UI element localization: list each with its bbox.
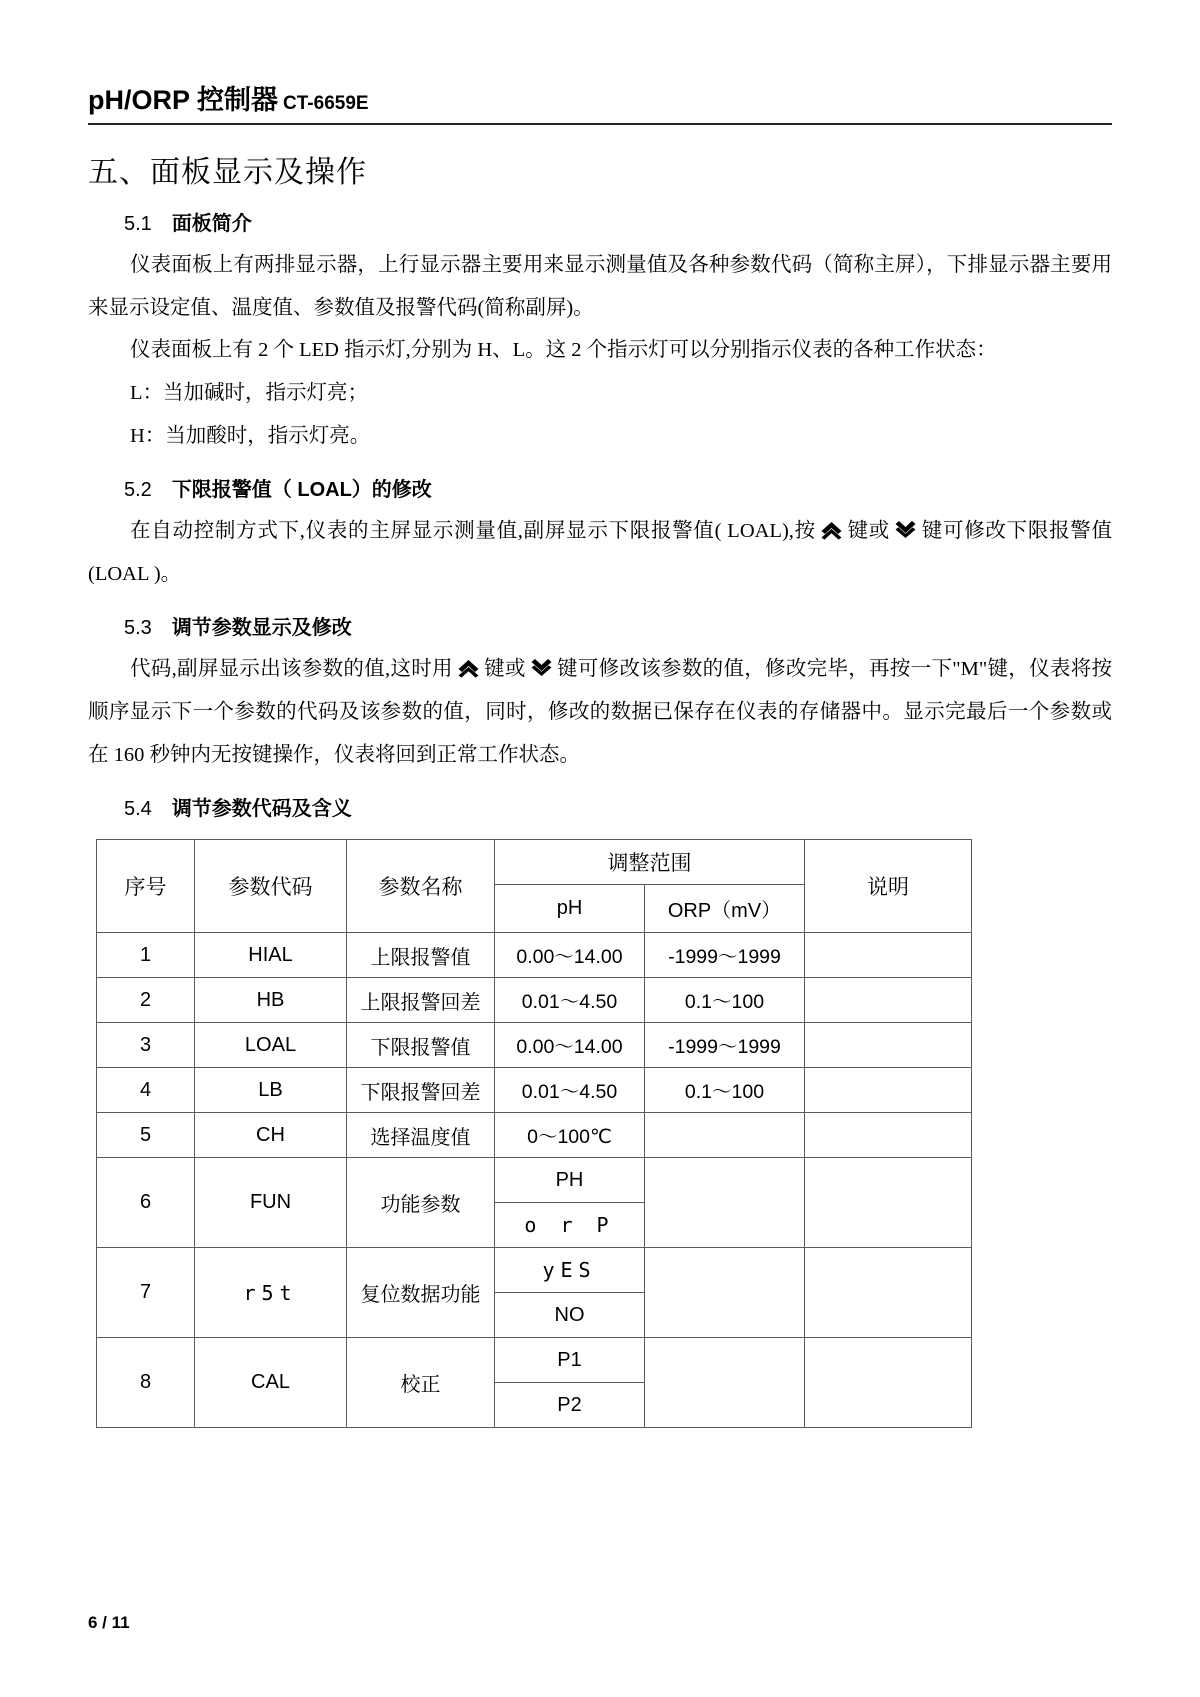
cell-name: 复位数据功能 [347,1248,495,1338]
chevron-up-key-icon [819,520,844,540]
cell-code: HIAL [195,933,347,978]
cell-no: 8 [97,1338,195,1428]
cell-no: 1 [97,933,195,978]
header-model: CT-6659E [283,93,369,114]
cell-code: LOAL [195,1023,347,1068]
cell-no: 6 [97,1158,195,1248]
cell-ph: 0～100℃ [495,1113,645,1158]
cell-ph-option-2: P2 [495,1383,645,1428]
section-heading-5-3 [124,611,1112,640]
cell-no: 4 [97,1068,195,1113]
table-row [97,978,972,1023]
section-number-5-3: 5.3 [124,617,152,640]
cell-orp [645,1158,805,1248]
cell-no: 2 [97,978,195,1023]
paragraph-5-3 [88,648,1112,776]
cell-note [805,1338,972,1428]
cell-note [805,978,972,1023]
paragraph-5-1-intro: 仪表面板上有两排显示器，上行显示器主要用来显示测量值及各种参数代码（简称主屏），下排显示器主要用来显示设定值、温度值、参数值及报警代码(简称副屏)。 [88,254,1112,319]
table-header [97,840,972,933]
cell-ph-option-2: NO [495,1293,645,1338]
cell-orp [645,1338,805,1428]
cell-orp: -1999～1999 [645,933,805,978]
paragraph-5-2-part-c: 键可修改下限报警值(LOAL )。 [88,520,1113,585]
th-no: 序号 [97,840,195,933]
cell-orp [645,1248,805,1338]
cell-note [805,1113,972,1158]
section-number-5-1: 5.1 [124,213,152,235]
paragraph-5-2 [88,510,1112,595]
cell-code: FUN [195,1158,347,1248]
section-number-5-4: 5.4 [124,798,152,821]
cell-ph-option-1: yES [495,1248,645,1293]
cell-ph: 0.01～4.50 [495,1068,645,1113]
paragraph-5-1-led-high: H：当加酸时，指示灯亮。 [130,424,371,447]
document-header [88,78,1112,125]
cell-no: 5 [97,1113,195,1158]
th-ph: pH [495,885,645,933]
cell-orp: 0.1～100 [645,1068,805,1113]
chevron-down-key-icon [529,658,554,678]
table-row [97,1068,972,1113]
paragraph-5-1-led [88,329,1112,372]
parameter-table [96,839,972,1428]
table-row [97,933,972,978]
paragraph-5-3-part-b: 键或 [483,658,526,681]
table-row [97,1248,972,1293]
section-heading-5-1 [124,207,1112,236]
cell-note [805,1158,972,1248]
cell-note [805,933,972,978]
cell-ph: 0.00～14.00 [495,1023,645,1068]
paragraph-5-3-part-c: 键可修改该参数的值，修改完毕，再按一下"M"键，仪表将按顺序显示下一个参数的代码及该参数的值，同时，修改的数据已保存在仪表的存储器中。显示完最后一个参数或在 160 秒钟内无按键操作，仪表将回到正常工作状态。 [88,658,1113,766]
table-row [97,1113,972,1158]
chevron-down-key-icon [893,520,918,540]
cell-name: 上限报警值 [347,933,495,978]
cell-name: 选择温度值 [347,1113,495,1158]
cell-ph: 0.01～4.50 [495,978,645,1023]
chevron-up-key-icon [456,658,481,678]
section-heading-5-2 [124,473,1112,502]
cell-code: LB [195,1068,347,1113]
th-name: 参数名称 [347,840,495,933]
section-title-5-1: 面板简介 [171,213,252,235]
paragraph-5-3-part-a: 代码,副屏显示出该参数的值,这时用 [130,658,453,681]
paragraph-5-1-led-part-b: ,分别为 H、L。这 2 个指示灯可以分别指示仪表的各种工作状态： [405,339,997,362]
header-title: pH/ORP 控制器 [88,85,279,115]
cell-note [805,1248,972,1338]
table-row [97,1158,972,1203]
section-number-5-2: 5.2 [124,479,152,502]
cell-orp [645,1113,805,1158]
chapter-title: 五、面板显示及操作 [88,156,367,189]
cell-name: 下限报警值 [347,1023,495,1068]
cell-note [805,1023,972,1068]
table-body [97,933,972,1428]
cell-name: 功能参数 [347,1158,495,1248]
page-number: 6 / 11 [88,1613,130,1632]
cell-code: HB [195,978,347,1023]
section-heading-5-4 [124,792,1112,821]
paragraph-5-2-part-a: 在自动控制方式下,仪表的主屏显示测量值,副屏显示下限报警值( LOAL),按 [130,520,816,543]
cell-orp: -1999～1999 [645,1023,805,1068]
cell-note [805,1068,972,1113]
cell-name: 校正 [347,1338,495,1428]
cell-no: 7 [97,1248,195,1338]
cell-ph-option-1: P1 [495,1338,645,1383]
cell-ph-option-2: o r P [495,1203,645,1248]
section-title-5-2: 下限报警值（ LOAL）的修改 [171,479,432,502]
th-note: 说明 [805,840,972,933]
cell-ph: 0.00～14.00 [495,933,645,978]
section-title-5-3: 调节参数显示及修改 [171,617,352,640]
th-orp: ORP（mV） [645,885,805,933]
th-range-group: 调整范围 [495,840,805,885]
cell-code: CAL [195,1338,347,1428]
paragraph-5-1-led-part-a: 仪表面板上有 2 个 LED 指示灯 [130,339,406,362]
table-row [97,1338,972,1383]
cell-name: 上限报警回差 [347,978,495,1023]
th-code: 参数代码 [195,840,347,933]
cell-orp: 0.1～100 [645,978,805,1023]
cell-no: 3 [97,1023,195,1068]
section-title-5-4: 调节参数代码及含义 [171,798,352,821]
cell-code: r5t [195,1248,347,1338]
paragraph-5-2-part-b: 键或 [846,520,891,543]
paragraph-5-1-led-low: L：当加碱时，指示灯亮； [130,381,369,404]
table-header-row-1 [97,840,972,885]
cell-name: 下限报警回差 [347,1068,495,1113]
cell-code: CH [195,1113,347,1158]
table-row [97,1023,972,1068]
cell-ph-option-1: PH [495,1158,645,1203]
